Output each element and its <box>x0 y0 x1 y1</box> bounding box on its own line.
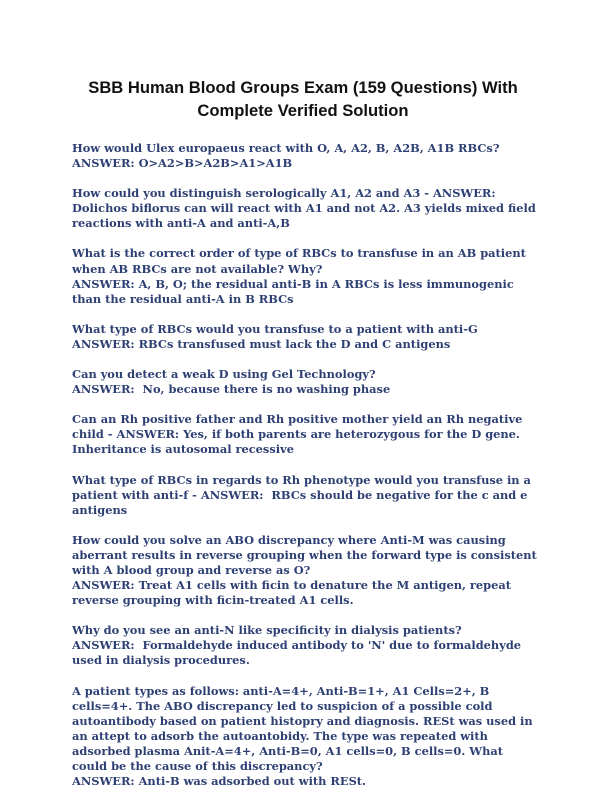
qa-item-10 <box>72 684 542 790</box>
answer-text: ANSWER: No, because there is no washing phase <box>72 382 391 397</box>
document-title <box>40 76 566 122</box>
question-text: How could you distinguish serologically A1, A2 and A3 - ANSWER: Dolichos biflorus can will react with A1 and not A2. A3 yields mixed field reactions with anti-A and anti-A,B <box>72 186 540 231</box>
question-text: How would Ulex europaeus react with O, A, A2, B, A2B, A1B RBCs? <box>72 141 500 155</box>
answer-text: ANSWER: Formaldehyde induced antibody to 'N' due to formaldehyde used in dialysis procedures. <box>72 638 526 668</box>
question-text: Can you detect a weak D using Gel Technology? <box>72 367 376 382</box>
qa-item-3 <box>72 246 542 306</box>
answer-text: ANSWER: Anti-B was adsorbed out with RESt. <box>72 774 367 789</box>
question-text: A patient types as follows: anti-A=4+, Anti-B=1+, A1 Cells=2+, B cells=4+. The ABO discrepancy led to suspicion of a possible cold autoantibody based on patient histopry and diagnosis. RESt was used in an attept to adsorb the autoantobidy. The type was repeated with adsorbed plasma Anit-A=4+, Anti-B=0, A1 cells=0, B cells=0. What could be the cause of this discrepancy? <box>72 683 537 773</box>
question-text: What is the correct order of type of RBCs to transfuse in an AB patient when AB RBCs are not available? Why? <box>72 246 530 276</box>
qa-list <box>72 141 542 804</box>
qa-item-8 <box>72 533 542 608</box>
qa-item-1 <box>72 141 542 171</box>
title-line-2: Complete Verified Solution <box>197 101 409 120</box>
question-text: How could you solve an ABO discrepancy where Anti-M was causing aberrant results in reverse grouping when the forward type is consistent with A blood group and reverse as O? <box>72 532 541 577</box>
question-text: Why do you see an anti-N like specificity in dialysis patients? <box>72 623 462 638</box>
qa-item-6 <box>72 412 542 457</box>
qa-item-7 <box>72 473 542 518</box>
answer-text: ANSWER: A, B, O; the residual anti-B in A RBCs is less immunogenic than the residual anti-A in B RBCs <box>72 276 518 306</box>
qa-item-9 <box>72 623 542 668</box>
answer-text: ANSWER: RBCs transfused must lack the D and C antigens <box>72 336 451 351</box>
question-text: What type of RBCs in regards to Rh phenotype would you transfuse in a patient with anti-f - ANSWER: RBCs should be negative for the c and e antigens <box>72 472 535 517</box>
qa-item-5 <box>72 367 542 397</box>
qa-item-2 <box>72 186 542 231</box>
answer-text: ANSWER: O>A2>B>A2B>A1>A1B <box>72 156 293 171</box>
question-text: What type of RBCs would you transfuse to a patient with anti-G <box>72 321 478 336</box>
answer-text: ANSWER: Treat A1 cells with ficin to denature the M antigen, repeat reverse grouping with ficin-treated A1 cells. <box>72 578 515 608</box>
title-line-1: SBB Human Blood Groups Exam (159 Questions) With <box>88 78 518 97</box>
question-text: Can an Rh positive father and Rh positive mother yield an Rh negative child - ANSWER: Yes, if both parents are heterozygous for the D gene. Inheritance is autosomal recessive <box>72 412 527 457</box>
qa-item-4 <box>72 322 542 352</box>
